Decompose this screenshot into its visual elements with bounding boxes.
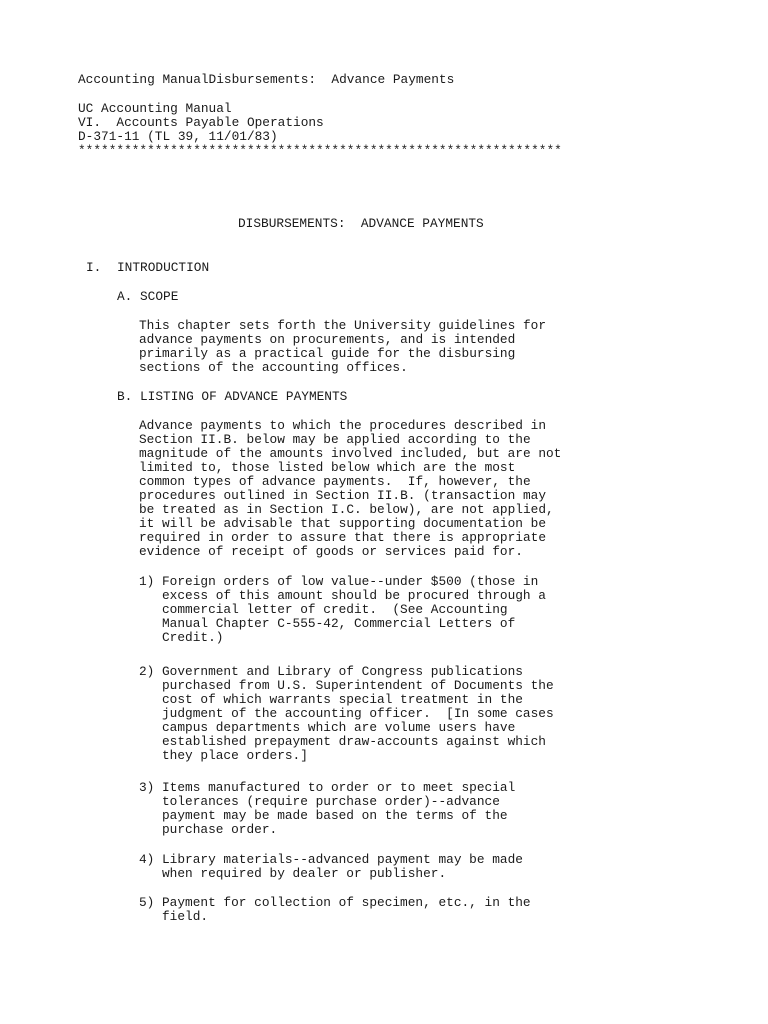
list-item-line: Foreign orders of low value--under $500 (those in <box>162 574 539 589</box>
list-item-marker: 5) <box>139 895 155 910</box>
scope-paragraph-line: advance payments on procurements, and is intended <box>139 332 516 347</box>
header-separator: *************************************************************** <box>78 143 562 158</box>
subsection-a-label: A. <box>117 289 133 304</box>
list-item-line: Items manufactured to order or to meet special <box>162 780 516 795</box>
scope-paragraph-line: sections of the accounting offices. <box>139 360 408 375</box>
listing-paragraph-line: common types of advance payments. If, however, the <box>139 474 531 489</box>
list-item-line: field. <box>162 909 209 924</box>
listing-paragraph-line: be treated as in Section I.C. below), are not applied, <box>139 502 554 517</box>
subsection-b-label: B. <box>117 389 133 404</box>
document-title-line: Accounting ManualDisbursements: Advance Payments <box>78 72 455 87</box>
list-item-line: tolerances (require purchase order)--advance <box>162 794 500 809</box>
listing-paragraph-line: evidence of receipt of goods or services paid for. <box>139 544 523 559</box>
list-item-line: purchase order. <box>162 822 278 837</box>
listing-paragraph-line: procedures outlined in Section II.B. (transaction may <box>139 488 547 503</box>
scope-paragraph-line: This chapter sets forth the University guidelines for <box>139 318 547 333</box>
scope-paragraph-line: primarily as a practical guide for the disbursing <box>139 346 516 361</box>
list-item-line: when required by dealer or publisher. <box>162 866 447 881</box>
list-item-line: judgment of the accounting officer. [In some cases <box>162 706 554 721</box>
list-item-marker: 4) <box>139 852 155 867</box>
listing-paragraph-line: required in order to assure that there is appropriate <box>139 530 547 545</box>
section-i-number: I. <box>86 260 102 275</box>
list-item-line: Government and Library of Congress publications <box>162 664 523 679</box>
list-item-marker: 3) <box>139 780 155 795</box>
list-item-marker: 2) <box>139 664 155 679</box>
list-item-marker: 1) <box>139 574 155 589</box>
section-heading: VI. Accounts Payable Operations <box>78 115 324 130</box>
list-item-line: Payment for collection of specimen, etc., in the <box>162 895 531 910</box>
listing-paragraph-line: Advance payments to which the procedures described in <box>139 418 547 433</box>
subsection-b-heading: LISTING OF ADVANCE PAYMENTS <box>140 389 348 404</box>
section-i-heading: INTRODUCTION <box>117 260 210 275</box>
chapter-title: DISBURSEMENTS: ADVANCE PAYMENTS <box>238 216 484 231</box>
list-item-line: excess of this amount should be procured through a <box>162 588 546 603</box>
subsection-a-heading: SCOPE <box>140 289 179 304</box>
list-item-line: campus departments which are volume users have <box>162 720 516 735</box>
listing-paragraph-line: magnitude of the amounts involved included, but are not <box>139 446 562 461</box>
manual-name: UC Accounting Manual <box>78 101 232 116</box>
document-reference: D-371-11 (TL 39, 11/01/83) <box>78 129 278 144</box>
list-item-line: commercial letter of credit. (See Accounting <box>162 602 508 617</box>
list-item-line: Manual Chapter C-555-42, Commercial Letters of <box>162 616 516 631</box>
listing-paragraph-line: it will be advisable that supporting documentation be <box>139 516 547 531</box>
list-item-line: cost of which warrants special treatment in the <box>162 692 523 707</box>
listing-paragraph-line: Section II.B. below may be applied according to the <box>139 432 531 447</box>
list-item-line: purchased from U.S. Superintendent of Documents the <box>162 678 554 693</box>
list-item-line: payment may be made based on the terms of the <box>162 808 508 823</box>
list-item-line: Library materials--advanced payment may be made <box>162 852 523 867</box>
list-item-line: established prepayment draw-accounts against which <box>162 734 546 749</box>
list-item-line: Credit.) <box>162 630 224 645</box>
list-item-line: they place orders.] <box>162 748 308 763</box>
listing-paragraph-line: limited to, those listed below which are the most <box>139 460 516 475</box>
